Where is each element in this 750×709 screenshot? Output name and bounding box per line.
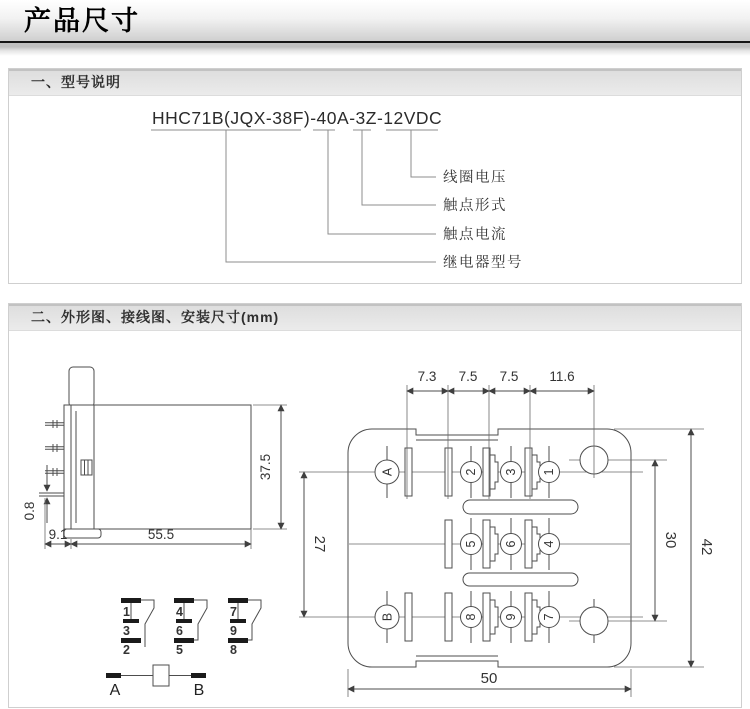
svg-text:42: 42	[698, 538, 715, 556]
label-contact-current: 触点电流	[443, 227, 507, 243]
title-banner	[0, 0, 750, 43]
svg-text:50: 50	[480, 670, 498, 687]
svg-text:8: 8	[230, 643, 237, 657]
wiring-schematic	[106, 598, 261, 699]
svg-text:3: 3	[123, 624, 130, 638]
section-model-heading: 一、型号说明	[9, 69, 741, 96]
terminal-7: 7	[542, 613, 556, 621]
svg-text:37.5: 37.5	[258, 453, 273, 481]
dim-height	[253, 405, 287, 529]
coil-terminal-b: B	[193, 682, 205, 699]
svg-text:7: 7	[230, 605, 237, 619]
dim-socket-width	[348, 669, 631, 697]
svg-text:1: 1	[123, 605, 130, 619]
dim-7-3: 7.3	[417, 369, 437, 384]
terminal-9: 9	[504, 613, 518, 621]
dim-7-5a: 7.5	[458, 369, 478, 384]
relay-pins	[39, 420, 64, 496]
schematic-coil	[106, 665, 206, 699]
section-model	[8, 68, 742, 284]
terminal-5: 5	[464, 540, 478, 548]
outline-drawing	[22, 367, 287, 549]
label-contact-form: 触点形式	[443, 198, 507, 214]
coil-terminal-a: A	[109, 682, 121, 699]
terminal-2: 2	[464, 468, 478, 476]
dim-7-5b: 7.5	[499, 369, 519, 384]
terminal-6: 6	[504, 540, 518, 548]
label-relay-model: 继电器型号	[443, 255, 523, 271]
section-drawings	[8, 303, 742, 708]
dim-hole-spacing	[655, 460, 679, 621]
dim-row-spacing	[304, 472, 328, 617]
dim-11-6: 11.6	[549, 369, 575, 384]
socket-drawing	[299, 369, 715, 697]
schematic-pole-1	[121, 598, 154, 657]
model-breakdown-diagram	[9, 96, 739, 282]
dim-body-width: 55.5	[147, 527, 175, 542]
svg-text:9: 9	[230, 624, 237, 638]
terminal-1: 1	[542, 468, 556, 476]
dim-pin-zone: 9.1	[48, 527, 68, 542]
label-coil-voltage: 线圈电压	[443, 170, 507, 186]
svg-text:30: 30	[662, 531, 679, 549]
terminal-3: 3	[504, 468, 518, 476]
model-connector-lines	[226, 130, 436, 262]
schematic-pole-3	[228, 598, 261, 657]
banner-shadow	[0, 43, 750, 56]
terminal-8: 8	[464, 613, 478, 621]
page-title: 产品尺寸	[24, 6, 140, 36]
svg-text:6: 6	[176, 624, 183, 638]
terminal-4: 4	[542, 540, 556, 548]
terminal-B: B	[380, 612, 395, 622]
svg-text:5: 5	[176, 643, 183, 657]
terminal-A: A	[380, 467, 395, 477]
svg-text:0.8: 0.8	[22, 501, 37, 521]
dim-pin-thickness	[22, 465, 47, 523]
dimension-drawings	[9, 331, 739, 707]
schematic-pole-2	[174, 598, 207, 657]
section-drawings-heading: 二、外形图、接线图、安装尺寸(mm)	[9, 304, 741, 331]
model-code: HHC71B(JQX-38F)-40A-3Z-12VDC	[152, 108, 443, 128]
svg-text:27: 27	[311, 535, 328, 553]
svg-text:2: 2	[123, 643, 130, 657]
svg-text:4: 4	[176, 605, 183, 619]
